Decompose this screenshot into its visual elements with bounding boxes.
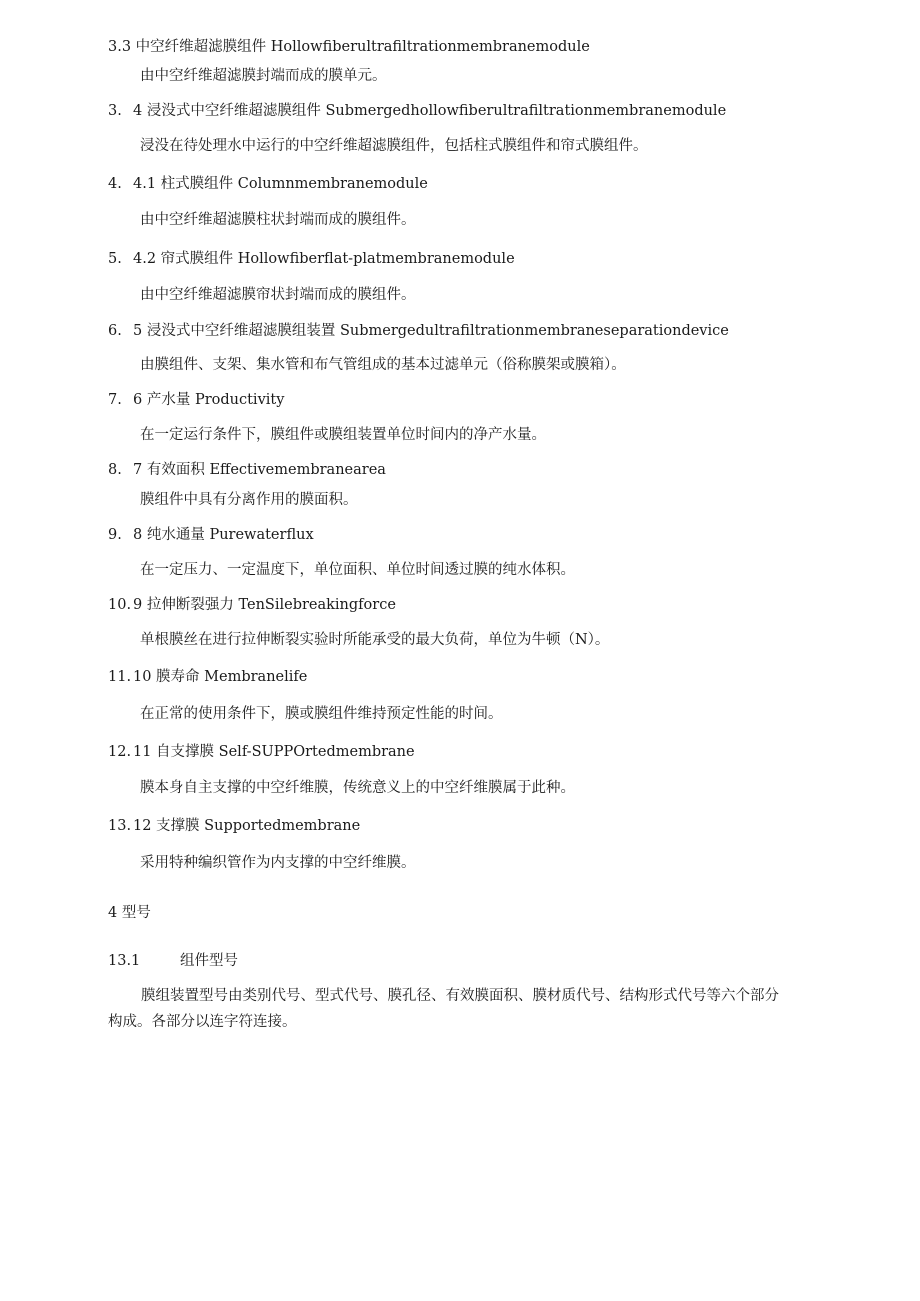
term-heading xyxy=(108,174,428,194)
term-title: 6 产水量 Productivity xyxy=(133,392,285,408)
list-number: 9. xyxy=(108,527,122,543)
term-definition: 单根膜丝在进行拉伸断裂实验时所能承受的最大负荷，单位为牛顿（N）。 xyxy=(140,632,610,648)
list-number: 5. xyxy=(108,251,122,267)
term-definition: 由中空纤维超滤膜封端而成的膜单元。 xyxy=(140,68,387,84)
term-definition: 膜本身自主支撑的中空纤维膜，传统意义上的中空纤维膜属于此种。 xyxy=(140,780,575,796)
term-definition: 由中空纤维超滤膜柱状封端而成的膜组件。 xyxy=(140,212,416,228)
list-number: 8. xyxy=(108,462,122,478)
subsection-title: 组件型号 xyxy=(180,953,238,969)
paragraph-line: 膜组装置型号由类别代号、型式代号、膜孔径、有效膜面积、膜材质代号、结构形式代号等六个部分 xyxy=(141,988,779,1004)
list-number: 6. xyxy=(108,323,122,339)
term-heading xyxy=(108,101,726,121)
section-heading: 4 型号 xyxy=(108,905,151,921)
term-heading xyxy=(108,742,415,762)
term-definition: 采用特种编织管作为内支撑的中空纤维膜。 xyxy=(140,855,416,871)
term-title: 5 浸没式中空纤维超滤膜组装置 Submergedultrafiltrationmembraneseparationdevice xyxy=(133,323,729,339)
body-paragraph xyxy=(108,983,824,1035)
term-title: 4.2 帘式膜组件 Hollowfiberflat-platmembranemodule xyxy=(133,251,515,267)
paragraph-line: 构成。各部分以连字符连接。 xyxy=(108,1014,297,1030)
term-title: 11 自支撑膜 Self-SUPPOrtedmembrane xyxy=(133,744,415,760)
term-definition: 在一定运行条件下，膜组件或膜组装置单位时间内的净产水量。 xyxy=(140,427,546,443)
term-heading xyxy=(108,816,360,836)
term-definition: 由中空纤维超滤膜帘状封端而成的膜组件。 xyxy=(140,287,416,303)
term-title: 9 拉伸断裂强力 TenSilebreakingforce xyxy=(133,597,396,613)
list-number: 13. xyxy=(108,818,132,834)
term-heading xyxy=(108,595,396,615)
term-title: 4 浸没式中空纤维超滤膜组件 Submergedhollowfiberultrafiltrationmembranemodule xyxy=(133,103,727,119)
subsection-number: 13.1 xyxy=(108,953,141,969)
list-number: 10. xyxy=(108,597,132,613)
term-definition: 膜组件中具有分离作用的膜面积。 xyxy=(140,492,358,508)
list-number: 7. xyxy=(108,392,122,408)
term-definition: 浸没在待处理水中运行的中空纤维超滤膜组件，包括柱式膜组件和帘式膜组件。 xyxy=(140,138,648,154)
term-heading xyxy=(108,460,386,480)
term-heading: 3.3 中空纤维超滤膜组件 Hollowfiberultrafiltrationmembranemodule xyxy=(108,39,590,55)
term-definition: 在正常的使用条件下，膜或膜组件维持预定性能的时间。 xyxy=(140,706,503,722)
term-heading xyxy=(108,249,515,269)
term-title: 8 纯水通量 Purewaterflux xyxy=(133,527,314,543)
term-title: 10 膜寿命 Membranelife xyxy=(133,669,308,685)
term-title: 4.1 柱式膜组件 Columnmembranemodule xyxy=(133,176,428,192)
list-number: 4. xyxy=(108,176,122,192)
term-definition: 在一定压力、一定温度下，单位面积、单位时间透过膜的纯水体积。 xyxy=(140,562,575,578)
term-heading xyxy=(108,321,729,341)
list-number: 3. xyxy=(108,103,122,119)
list-number: 12. xyxy=(108,744,132,760)
term-title: 12 支撑膜 Supportedmembrane xyxy=(133,818,361,834)
subsection-heading xyxy=(108,951,238,971)
term-definition: 由膜组件、支架、集水管和布气管组成的基本过滤单元（俗称膜架或膜箱）。 xyxy=(140,357,626,373)
term-heading xyxy=(108,525,314,545)
list-number: 11. xyxy=(108,669,132,685)
term-heading xyxy=(108,390,284,410)
term-title: 7 有效面积 Effectivemembranearea xyxy=(133,462,386,478)
term-heading xyxy=(108,667,307,687)
